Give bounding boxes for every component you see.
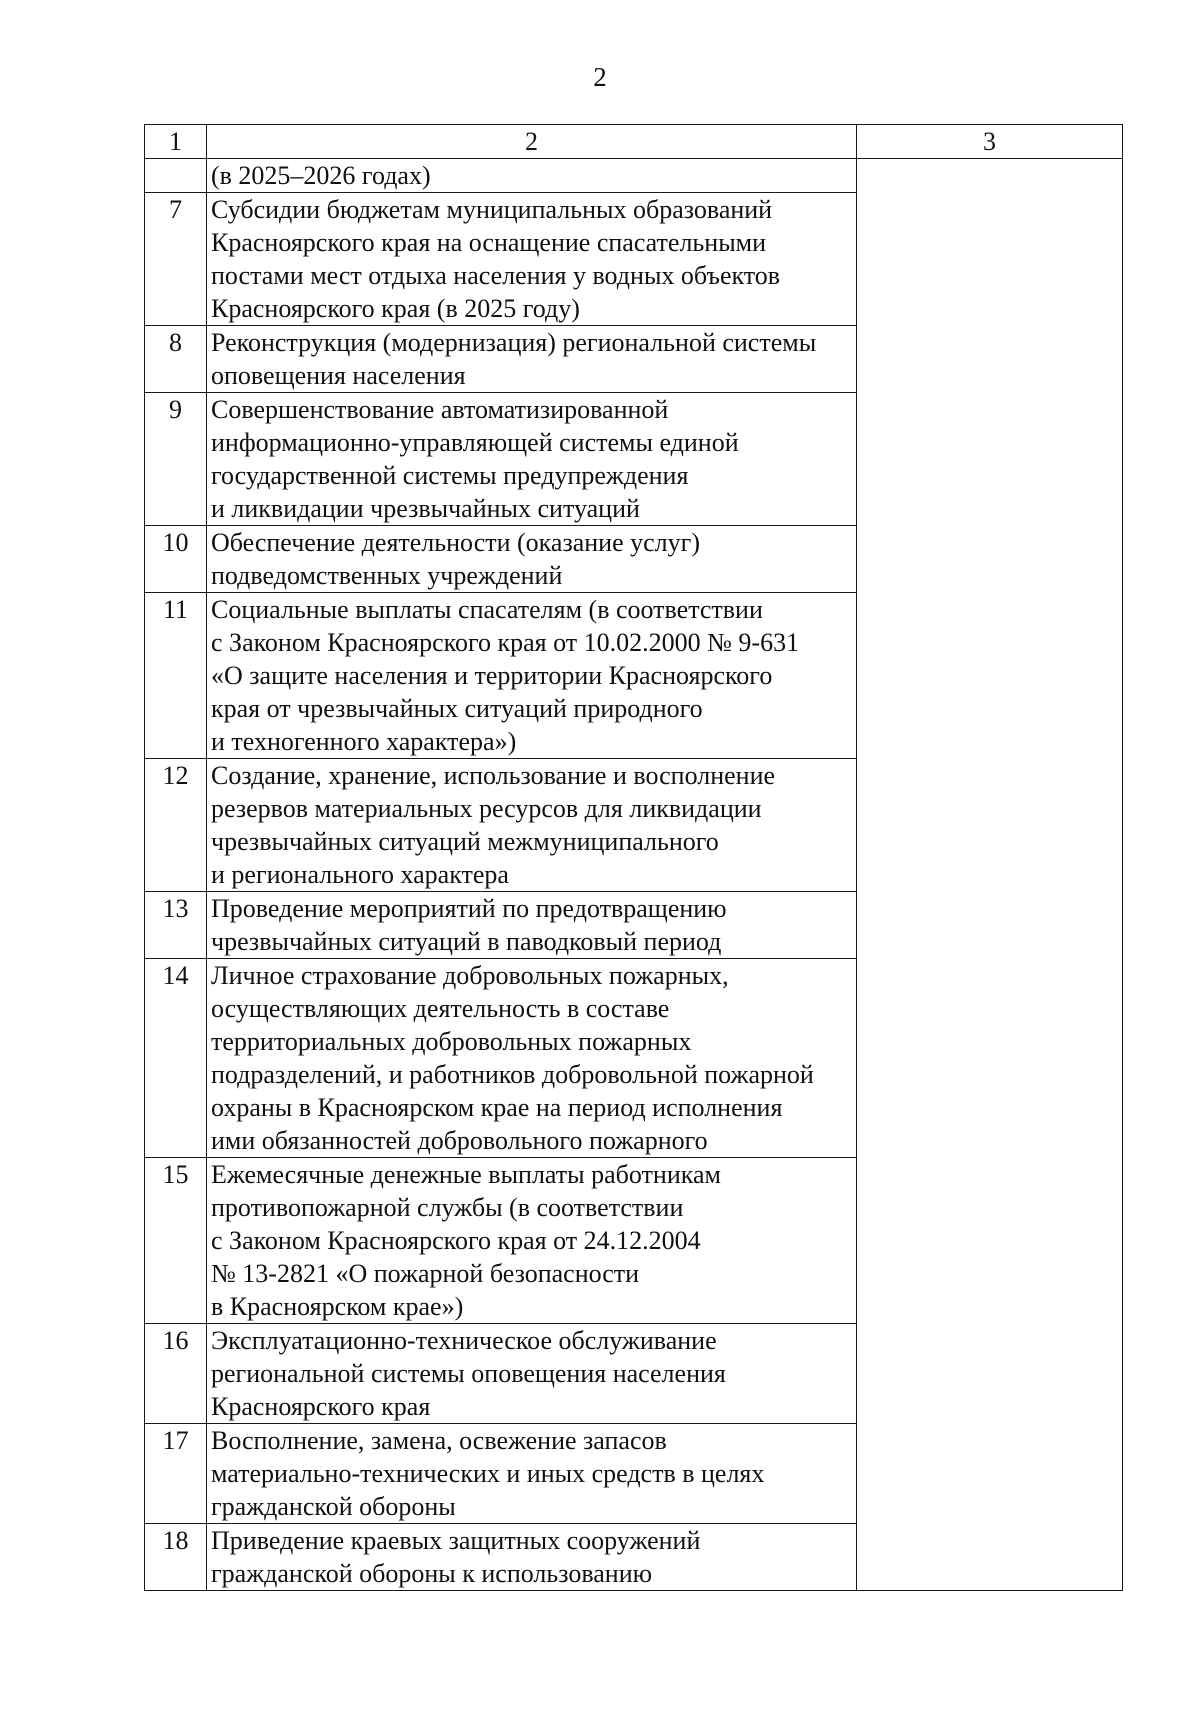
row-number: 17 xyxy=(145,1424,207,1524)
row-number xyxy=(145,159,207,193)
row-number: 15 xyxy=(145,1158,207,1324)
row-description: Проведение мероприятий по предотвращению чрезвычайных ситуаций в паводковый период xyxy=(207,892,857,959)
column-header-3: 3 xyxy=(857,125,1123,159)
row-number: 7 xyxy=(145,193,207,326)
row-number: 14 xyxy=(145,959,207,1158)
row-number: 10 xyxy=(145,526,207,593)
row-description: Эксплуатационно-техническое обслуживание региональной системы оповещения населения Красноярского края xyxy=(207,1324,857,1424)
row-number: 18 xyxy=(145,1524,207,1591)
column-3-cell xyxy=(857,159,1123,1591)
table-row xyxy=(145,159,1123,193)
row-number: 13 xyxy=(145,892,207,959)
row-description: (в 2025–2026 годах) xyxy=(207,159,857,193)
row-description: Реконструкция (модернизация) региональной системы оповещения населения xyxy=(207,326,857,393)
row-description: Приведение краевых защитных сооружений гражданской обороны к использованию xyxy=(207,1524,857,1591)
row-description: Обеспечение деятельности (оказание услуг) подведомственных учреждений xyxy=(207,526,857,593)
row-description: Восполнение, замена, освежение запасов материально-технических и иных средств в целях гражданской обороны xyxy=(207,1424,857,1524)
row-description: Личное страхование добровольных пожарных, осуществляющих деятельность в составе территориальных добровольных пожарных подразделений, и работников добровольной пожарной охраны в Красноярском крае на период исполнения ими обязанностей добровольного пожарного xyxy=(207,959,857,1158)
row-description: Создание, хранение, использование и восполнение резервов материальных ресурсов для ликвидации чрезвычайных ситуаций межмуниципального и регионального характера xyxy=(207,759,857,892)
column-header-1: 1 xyxy=(145,125,207,159)
column-header-2: 2 xyxy=(207,125,857,159)
row-number: 8 xyxy=(145,326,207,393)
row-description: Совершенствование автоматизированной информационно-управляющей системы единой государственной системы предупреждения и ликвидации чрезвычайных ситуаций xyxy=(207,393,857,526)
row-number: 9 xyxy=(145,393,207,526)
row-description: Социальные выплаты спасателям (в соответствии с Законом Красноярского края от 10.02.2000 № 9-631 «О защите населения и территории Красноярского края от чрезвычайных ситуаций природного и техногенного характера») xyxy=(207,593,857,759)
row-number: 16 xyxy=(145,1324,207,1424)
row-description: Субсидии бюджетам муниципальных образований Красноярского края на оснащение спасательными постами мест отдыха населения у водных объектов Красноярского края (в 2025 году) xyxy=(207,193,857,326)
table-header-row xyxy=(145,125,1123,159)
row-number: 12 xyxy=(145,759,207,892)
document-table xyxy=(144,124,1123,1591)
page-number: 2 xyxy=(593,62,607,92)
row-description: Ежемесячные денежные выплаты работникам противопожарной службы (в соответствии с Законом Красноярского края от 24.12.2004 № 13-2821 «О пожарной безопасности в Красноярском крае») xyxy=(207,1158,857,1324)
row-number: 11 xyxy=(145,593,207,759)
